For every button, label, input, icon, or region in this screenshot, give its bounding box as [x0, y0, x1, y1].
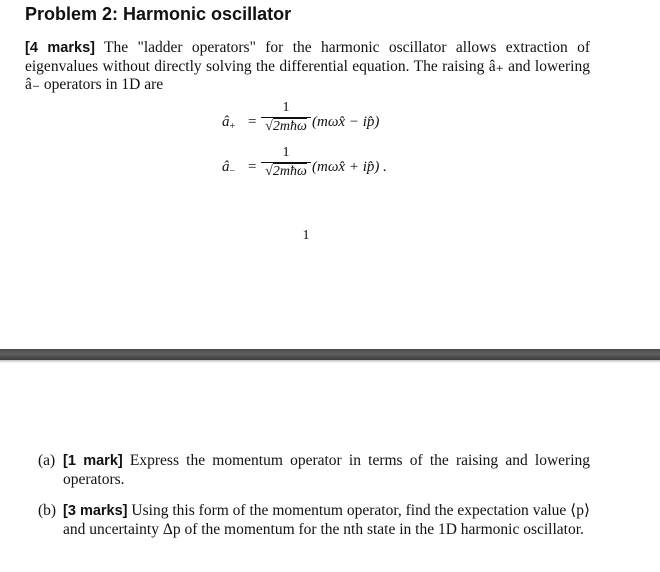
fraction: [261, 145, 311, 180]
equation-rhs: (mωx̂ + ip̂) .: [312, 159, 387, 175]
question-part-a: [38, 452, 590, 489]
part-body: [63, 452, 590, 489]
raising-operator-equation: [0, 100, 660, 140]
equation-lhs: [222, 159, 235, 176]
page-separator-shadow: [0, 360, 660, 363]
lowering-operator-equation: [0, 145, 660, 185]
operator-symbol: â: [222, 159, 230, 175]
part-label: (b): [38, 502, 57, 519]
page-separator: [0, 349, 660, 360]
equals-sign: =: [248, 114, 257, 130]
sqrt-argument: 2mħω: [272, 164, 307, 179]
operator-subscript: +: [229, 121, 236, 132]
part-text: Using this form of the momentum operator, find the expectation value ⟨p⟩ and uncertainty Δp of the momentum for the nth state in the 1D harmonic oscillator.: [63, 502, 591, 538]
equals-sign: =: [248, 159, 257, 175]
operator-symbol: â: [222, 114, 230, 130]
problem-marks: [4 marks]: [25, 40, 95, 56]
problem-heading: Problem 2: Harmonic oscillator: [25, 4, 292, 24]
equation-rhs: (mωx̂ − ip̂): [312, 114, 380, 130]
fraction-denominator: [261, 164, 311, 180]
sqrt-argument: 2mħω: [272, 119, 307, 134]
equation-lhs: [222, 114, 235, 131]
fraction-denominator: [261, 119, 311, 135]
part-text: Express the momentum operator in terms of the raising and lowering operators.: [63, 452, 591, 488]
fraction-numerator: 1: [282, 100, 290, 115]
problem-intro: [25, 39, 590, 95]
part-body: [63, 502, 590, 539]
problem-intro-text: The "ladder operators" for the harmonic oscillator allows extraction of eigenvalues without directly solving the differential equation. The raising â₊ and lowering â₋ operators in 1D are: [25, 39, 590, 93]
part-marks: [3 marks]: [63, 503, 128, 519]
fraction-numerator: 1: [282, 145, 290, 160]
sqrt-symbol: √: [265, 164, 273, 179]
sqrt-symbol: √: [265, 119, 273, 134]
fraction: [261, 100, 311, 135]
part-marks: [1 mark]: [63, 453, 123, 469]
page-number: 1: [302, 228, 310, 243]
question-part-b: [38, 502, 590, 539]
part-label: (a): [38, 452, 56, 469]
operator-subscript: −: [229, 166, 236, 177]
